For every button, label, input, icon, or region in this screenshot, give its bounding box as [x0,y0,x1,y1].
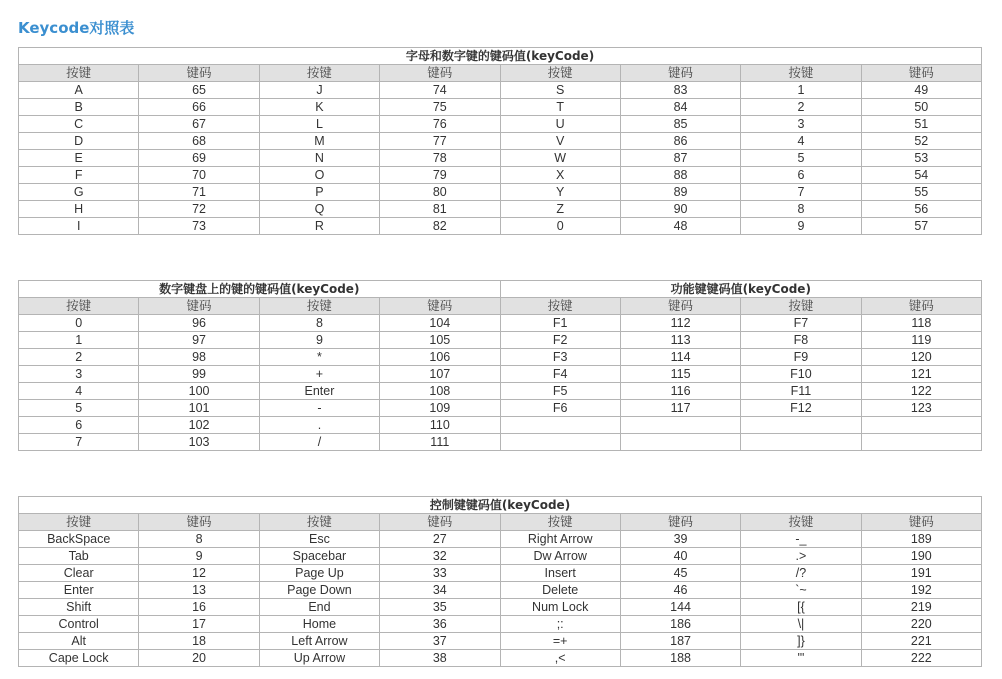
key-name-cell: Control [19,616,139,633]
key-code-cell: 117 [620,400,740,417]
key-name-cell: Y [500,184,620,201]
table-row [19,434,982,451]
key-name-cell: A [19,82,139,99]
key-code-cell: 85 [620,116,740,133]
key-code-cell: 186 [620,616,740,633]
column-header-key: 按键 [741,298,861,315]
key-code-cell: 9 [139,548,259,565]
key-code-cell: 18 [139,633,259,650]
key-name-cell: BackSpace [19,531,139,548]
key-name-cell: End [259,599,379,616]
column-header-key: 按键 [259,514,379,531]
key-code-cell [620,417,740,434]
key-code-cell: 56 [861,201,981,218]
table-row [19,400,982,417]
key-code-cell: 87 [620,150,740,167]
table-row [19,167,982,184]
key-code-cell: 111 [380,434,500,451]
key-code-cell: 190 [861,548,981,565]
key-name-cell: T [500,99,620,116]
column-header-code: 键码 [139,65,259,82]
table-row [19,366,982,383]
column-header-code: 键码 [620,514,740,531]
key-name-cell: / [259,434,379,451]
key-name-cell: Enter [259,383,379,400]
key-name-cell: Insert [500,565,620,582]
key-name-cell: - [259,400,379,417]
key-code-cell: 220 [861,616,981,633]
key-name-cell: Shift [19,599,139,616]
key-name-cell: I [19,218,139,235]
key-code-cell: 122 [861,383,981,400]
key-code-cell: 84 [620,99,740,116]
key-code-cell: 32 [380,548,500,565]
key-code-cell: 118 [861,315,981,332]
key-code-cell: 48 [620,218,740,235]
key-code-cell: 109 [380,400,500,417]
key-code-cell: 113 [620,332,740,349]
key-code-cell: 144 [620,599,740,616]
key-code-cell: 106 [380,349,500,366]
key-code-cell: 50 [861,99,981,116]
key-code-cell [861,417,981,434]
key-name-cell: F5 [500,383,620,400]
key-name-cell: /? [741,565,861,582]
key-code-cell: 67 [139,116,259,133]
key-name-cell: Clear [19,565,139,582]
key-name-cell: C [19,116,139,133]
column-header-key: 按键 [741,514,861,531]
key-name-cell: Spacebar [259,548,379,565]
key-code-cell: 52 [861,133,981,150]
key-code-cell: 71 [139,184,259,201]
key-code-cell: 219 [861,599,981,616]
key-name-cell: F4 [500,366,620,383]
key-code-cell: 8 [139,531,259,548]
key-name-cell: 0 [19,315,139,332]
key-code-cell: 72 [139,201,259,218]
key-name-cell: Esc [259,531,379,548]
table-row [19,565,982,582]
key-name-cell: X [500,167,620,184]
table-row [19,332,982,349]
key-code-cell: 57 [861,218,981,235]
key-name-cell: Page Down [259,582,379,599]
column-header-key: 按键 [259,65,379,82]
key-name-cell: 1 [741,82,861,99]
key-name-cell: M [259,133,379,150]
key-name-cell: F1 [500,315,620,332]
key-code-cell: 35 [380,599,500,616]
table-caption: 字母和数字键的键码值(keyCode) [19,48,982,65]
key-code-cell: 38 [380,650,500,667]
table-row [19,417,982,434]
letters-digits-table [18,47,982,235]
key-name-cell: 7 [741,184,861,201]
key-name-cell: F6 [500,400,620,417]
key-name-cell: 3 [19,366,139,383]
key-code-cell: 107 [380,366,500,383]
key-code-cell: 189 [861,531,981,548]
table-row [19,133,982,150]
key-name-cell: V [500,133,620,150]
key-name-cell: Home [259,616,379,633]
key-name-cell: '" [741,650,861,667]
key-code-cell: 114 [620,349,740,366]
key-name-cell: + [259,366,379,383]
key-name-cell: ;: [500,616,620,633]
key-name-cell: F7 [741,315,861,332]
header-row [19,514,982,531]
key-code-cell: 112 [620,315,740,332]
key-code-cell: 51 [861,116,981,133]
key-code-cell: 20 [139,650,259,667]
key-code-cell: 53 [861,150,981,167]
key-code-cell: 116 [620,383,740,400]
key-name-cell [741,417,861,434]
key-code-cell: 49 [861,82,981,99]
column-header-key: 按键 [259,298,379,315]
key-name-cell: 2 [741,99,861,116]
key-name-cell: D [19,133,139,150]
key-name-cell: 8 [741,201,861,218]
key-name-cell: Right Arrow [500,531,620,548]
key-code-cell: 222 [861,650,981,667]
header-row [19,298,982,315]
table-caption: 控制键键码值(keyCode) [19,497,982,514]
key-name-cell: Page Up [259,565,379,582]
key-name-cell: Enter [19,582,139,599]
key-name-cell: [{ [741,599,861,616]
key-code-cell: 73 [139,218,259,235]
key-name-cell: Up Arrow [259,650,379,667]
key-code-cell: 54 [861,167,981,184]
table-row [19,315,982,332]
key-name-cell: `~ [741,582,861,599]
key-code-cell: 37 [380,633,500,650]
key-name-cell: N [259,150,379,167]
key-code-cell: 74 [380,82,500,99]
key-name-cell: 3 [741,116,861,133]
key-name-cell: \| [741,616,861,633]
table-row [19,633,982,650]
key-code-cell: 108 [380,383,500,400]
key-code-cell: 82 [380,218,500,235]
key-name-cell: F9 [741,349,861,366]
header-row [19,65,982,82]
key-name-cell: Dw Arrow [500,548,620,565]
key-code-cell: 65 [139,82,259,99]
table-row [19,599,982,616]
key-code-cell: 78 [380,150,500,167]
column-header-code: 键码 [380,298,500,315]
key-code-cell: 102 [139,417,259,434]
key-name-cell: F3 [500,349,620,366]
column-header-key: 按键 [500,298,620,315]
key-name-cell: . [259,417,379,434]
column-header-code: 键码 [861,298,981,315]
key-code-cell: 68 [139,133,259,150]
key-code-cell: 76 [380,116,500,133]
key-code-cell [620,434,740,451]
column-header-code: 键码 [139,514,259,531]
key-name-cell: Tab [19,548,139,565]
key-name-cell: 6 [19,417,139,434]
key-code-cell: 100 [139,383,259,400]
column-header-key: 按键 [500,65,620,82]
key-code-cell: 16 [139,599,259,616]
column-header-code: 键码 [139,298,259,315]
numpad-function-table [18,280,982,451]
key-code-cell: 187 [620,633,740,650]
key-code-cell: 123 [861,400,981,417]
key-name-cell: Num Lock [500,599,620,616]
column-header-code: 键码 [861,514,981,531]
key-name-cell: 9 [741,218,861,235]
table-row [19,82,982,99]
column-header-key: 按键 [19,514,139,531]
key-name-cell: U [500,116,620,133]
key-code-cell: 88 [620,167,740,184]
key-name-cell [741,434,861,451]
key-code-cell: 98 [139,349,259,366]
column-header-key: 按键 [741,65,861,82]
key-code-cell: 120 [861,349,981,366]
key-code-cell: 101 [139,400,259,417]
key-code-cell: 46 [620,582,740,599]
key-name-cell: P [259,184,379,201]
table-row [19,650,982,667]
key-code-cell: 192 [861,582,981,599]
key-name-cell: Alt [19,633,139,650]
table-row [19,616,982,633]
key-code-cell: 86 [620,133,740,150]
column-header-code: 键码 [620,298,740,315]
key-name-cell: 4 [19,383,139,400]
key-code-cell: 119 [861,332,981,349]
table-row [19,548,982,565]
table-row [19,99,982,116]
key-name-cell: R [259,218,379,235]
key-code-cell: 81 [380,201,500,218]
key-name-cell: ]} [741,633,861,650]
key-name-cell: =+ [500,633,620,650]
key-code-cell: 40 [620,548,740,565]
key-name-cell: F12 [741,400,861,417]
key-name-cell: 4 [741,133,861,150]
key-name-cell: 7 [19,434,139,451]
key-name-cell: .> [741,548,861,565]
key-code-cell: 96 [139,315,259,332]
table-row [19,582,982,599]
control-keys-table [18,496,982,667]
key-name-cell: J [259,82,379,99]
key-code-cell: 191 [861,565,981,582]
key-name-cell: * [259,349,379,366]
key-code-cell: 34 [380,582,500,599]
key-code-cell: 221 [861,633,981,650]
page-title: Keycode对照表 [18,19,135,37]
key-name-cell: G [19,184,139,201]
key-code-cell: 110 [380,417,500,434]
key-code-cell: 77 [380,133,500,150]
table-row [19,383,982,400]
key-code-cell: 70 [139,167,259,184]
key-name-cell: F11 [741,383,861,400]
key-code-cell: 115 [620,366,740,383]
key-code-cell: 33 [380,565,500,582]
key-name-cell: E [19,150,139,167]
column-header-key: 按键 [500,514,620,531]
key-code-cell: 66 [139,99,259,116]
key-name-cell: F10 [741,366,861,383]
key-code-cell: 45 [620,565,740,582]
key-code-cell: 12 [139,565,259,582]
key-name-cell: 5 [19,400,139,417]
key-name-cell [500,417,620,434]
table-row [19,184,982,201]
key-name-cell: ,< [500,650,620,667]
key-name-cell: 2 [19,349,139,366]
key-name-cell: Delete [500,582,620,599]
key-name-cell: Cape Lock [19,650,139,667]
key-name-cell: 8 [259,315,379,332]
key-code-cell: 80 [380,184,500,201]
key-code-cell [861,434,981,451]
key-code-cell: 36 [380,616,500,633]
key-name-cell: 5 [741,150,861,167]
key-code-cell: 97 [139,332,259,349]
table-row [19,531,982,548]
key-name-cell: W [500,150,620,167]
table-row [19,116,982,133]
key-name-cell: B [19,99,139,116]
key-code-cell: 17 [139,616,259,633]
key-name-cell: 6 [741,167,861,184]
table-row [19,150,982,167]
column-header-key: 按键 [19,298,139,315]
key-name-cell: -_ [741,531,861,548]
key-code-cell: 83 [620,82,740,99]
column-header-code: 键码 [380,65,500,82]
key-code-cell: 121 [861,366,981,383]
key-name-cell: 1 [19,332,139,349]
column-header-code: 键码 [380,514,500,531]
key-code-cell: 55 [861,184,981,201]
column-header-key: 按键 [19,65,139,82]
numpad-caption: 数字键盘上的键的键码值(keyCode) [19,281,501,298]
key-code-cell: 89 [620,184,740,201]
table-row [19,349,982,366]
key-name-cell: 9 [259,332,379,349]
function-caption: 功能键键码值(keyCode) [500,281,982,298]
table-row [19,218,982,235]
key-name-cell: 0 [500,218,620,235]
key-name-cell: K [259,99,379,116]
key-name-cell: F2 [500,332,620,349]
column-header-code: 键码 [861,65,981,82]
key-code-cell: 105 [380,332,500,349]
key-code-cell: 90 [620,201,740,218]
key-code-cell: 13 [139,582,259,599]
key-name-cell: H [19,201,139,218]
key-name-cell: F [19,167,139,184]
column-header-code: 键码 [620,65,740,82]
key-code-cell: 99 [139,366,259,383]
key-code-cell: 104 [380,315,500,332]
key-code-cell: 27 [380,531,500,548]
key-name-cell: Z [500,201,620,218]
key-code-cell: 75 [380,99,500,116]
key-name-cell: O [259,167,379,184]
key-name-cell: F8 [741,332,861,349]
key-name-cell: L [259,116,379,133]
key-code-cell: 188 [620,650,740,667]
key-code-cell: 79 [380,167,500,184]
key-name-cell: Q [259,201,379,218]
key-name-cell: Left Arrow [259,633,379,650]
key-name-cell [500,434,620,451]
key-code-cell: 103 [139,434,259,451]
key-name-cell: S [500,82,620,99]
key-code-cell: 69 [139,150,259,167]
key-code-cell: 39 [620,531,740,548]
table-row [19,201,982,218]
